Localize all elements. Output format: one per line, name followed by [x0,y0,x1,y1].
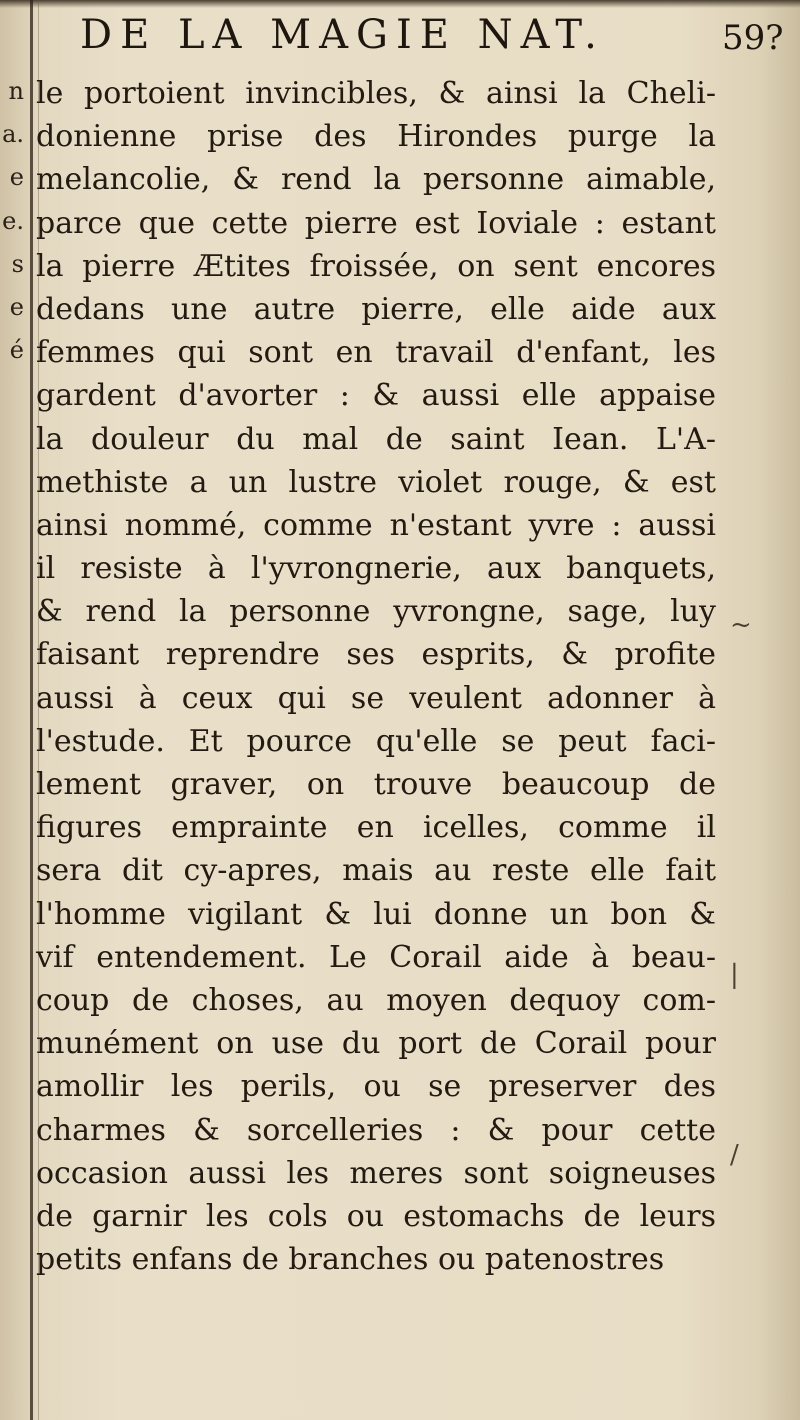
text-line: & rend la personne yvrongne, sage, luy [36,594,716,630]
text-line: il resiste à l'yvrongnerie, aux banquets, [36,551,716,587]
facing-page-letter [0,1193,24,1236]
facing-page-letter [0,804,24,847]
text-line: parce que cette pierre est Ioviale : estant [36,205,716,241]
facing-page-letter [0,588,24,631]
text-line: coup de choses, au moyen dequoy com- [36,982,716,1018]
facing-page-letter [0,1063,24,1106]
facing-page-letter [0,675,24,718]
facing-page-letter: e [9,292,24,321]
text-line: amollir les perils, ou se preserver des [36,1069,716,1105]
facing-page-letter: e [9,163,24,192]
facing-page-letter [0,761,24,804]
facing-page-letter [0,1150,24,1193]
facing-page-letter [0,1107,24,1150]
text-line: la pierre Ætites froissée, on sent encores [36,248,716,284]
text-line: de garnir les cols ou estomachs de leurs [36,1198,716,1234]
text-line: l'estude. Et pource qu'elle se peut faci- [36,723,716,759]
facing-page-letter [0,502,24,545]
facing-page-letter [0,934,24,977]
facing-page-letter [0,1236,24,1279]
text-line: faisant reprendre ses esprits, & profite [36,637,716,673]
facing-page-letter [0,459,24,502]
facing-page-letter: a. [2,120,24,149]
text-line: dedans une autre pierre, elle aide aux [36,291,716,327]
text-line: munément on use du port de Corail pour [36,1026,716,1062]
text-line: donienne prise des Hirondes purge la [36,119,716,155]
text-line: figures emprainte en icelles, comme il [36,810,716,846]
facing-page-letter [0,372,24,415]
text-line: methiste a un lustre violet rouge, & est [36,464,716,500]
text-line: gardent d'avorter : & aussi elle appaise [36,378,716,414]
text-line: l'homme vigilant & lui donne un bon & [36,896,716,932]
facing-page-letter [0,545,24,588]
facing-page-fragment [0,70,24,1322]
text-line: vif entendement. Le Corail aide à beau- [36,939,716,975]
facing-page-letter: é [9,336,24,365]
text-line: sera dit cy-apres, mais au reste elle fait [36,853,716,889]
facing-page-letter [0,718,24,761]
text-line: petits enfans de branches ou patenostres [36,1242,665,1278]
text-line: ainsi nommé, comme n'estant yvre : aussi [36,507,716,543]
facing-page-letter [0,977,24,1020]
text-line: le portoient invincibles, & ainsi la Cheli- [36,76,716,111]
text-line: la douleur du mal de saint Iean. L'A- [36,421,716,457]
gutter-fold-line [30,0,33,1420]
page-number: 59? [722,18,784,58]
text-line: femmes qui sont en travail d'enfant, les [36,335,716,371]
top-edge-shadow [0,0,800,8]
facing-page-letter: n [8,77,24,105]
facing-page-letter [0,1279,24,1322]
margin-stroke: / [730,1140,739,1170]
margin-stroke: | [730,960,739,990]
facing-page-letter [0,847,24,890]
facing-page-letter [0,1020,24,1063]
facing-page-letter [0,631,24,674]
facing-page-letter: s [11,249,24,278]
facing-page-letter: e. [2,206,24,235]
text-line: charmes & sorcelleries : & pour cette [36,1112,716,1148]
running-title: DE LA MAGIE NAT. [80,12,605,58]
margin-flourish: ~ [730,610,752,640]
facing-page-letter [0,891,24,934]
text-line: lement graver, on trouve beaucoup de [36,767,716,802]
text-line: occasion aussi les meres sont soigneuses [36,1155,716,1191]
text-line: melancolie, & rend la personne aimable, [36,162,716,198]
body-text [36,72,716,1281]
text-line: aussi à ceux qui se veulent adonner à [36,680,716,716]
facing-page-letter [0,416,24,459]
